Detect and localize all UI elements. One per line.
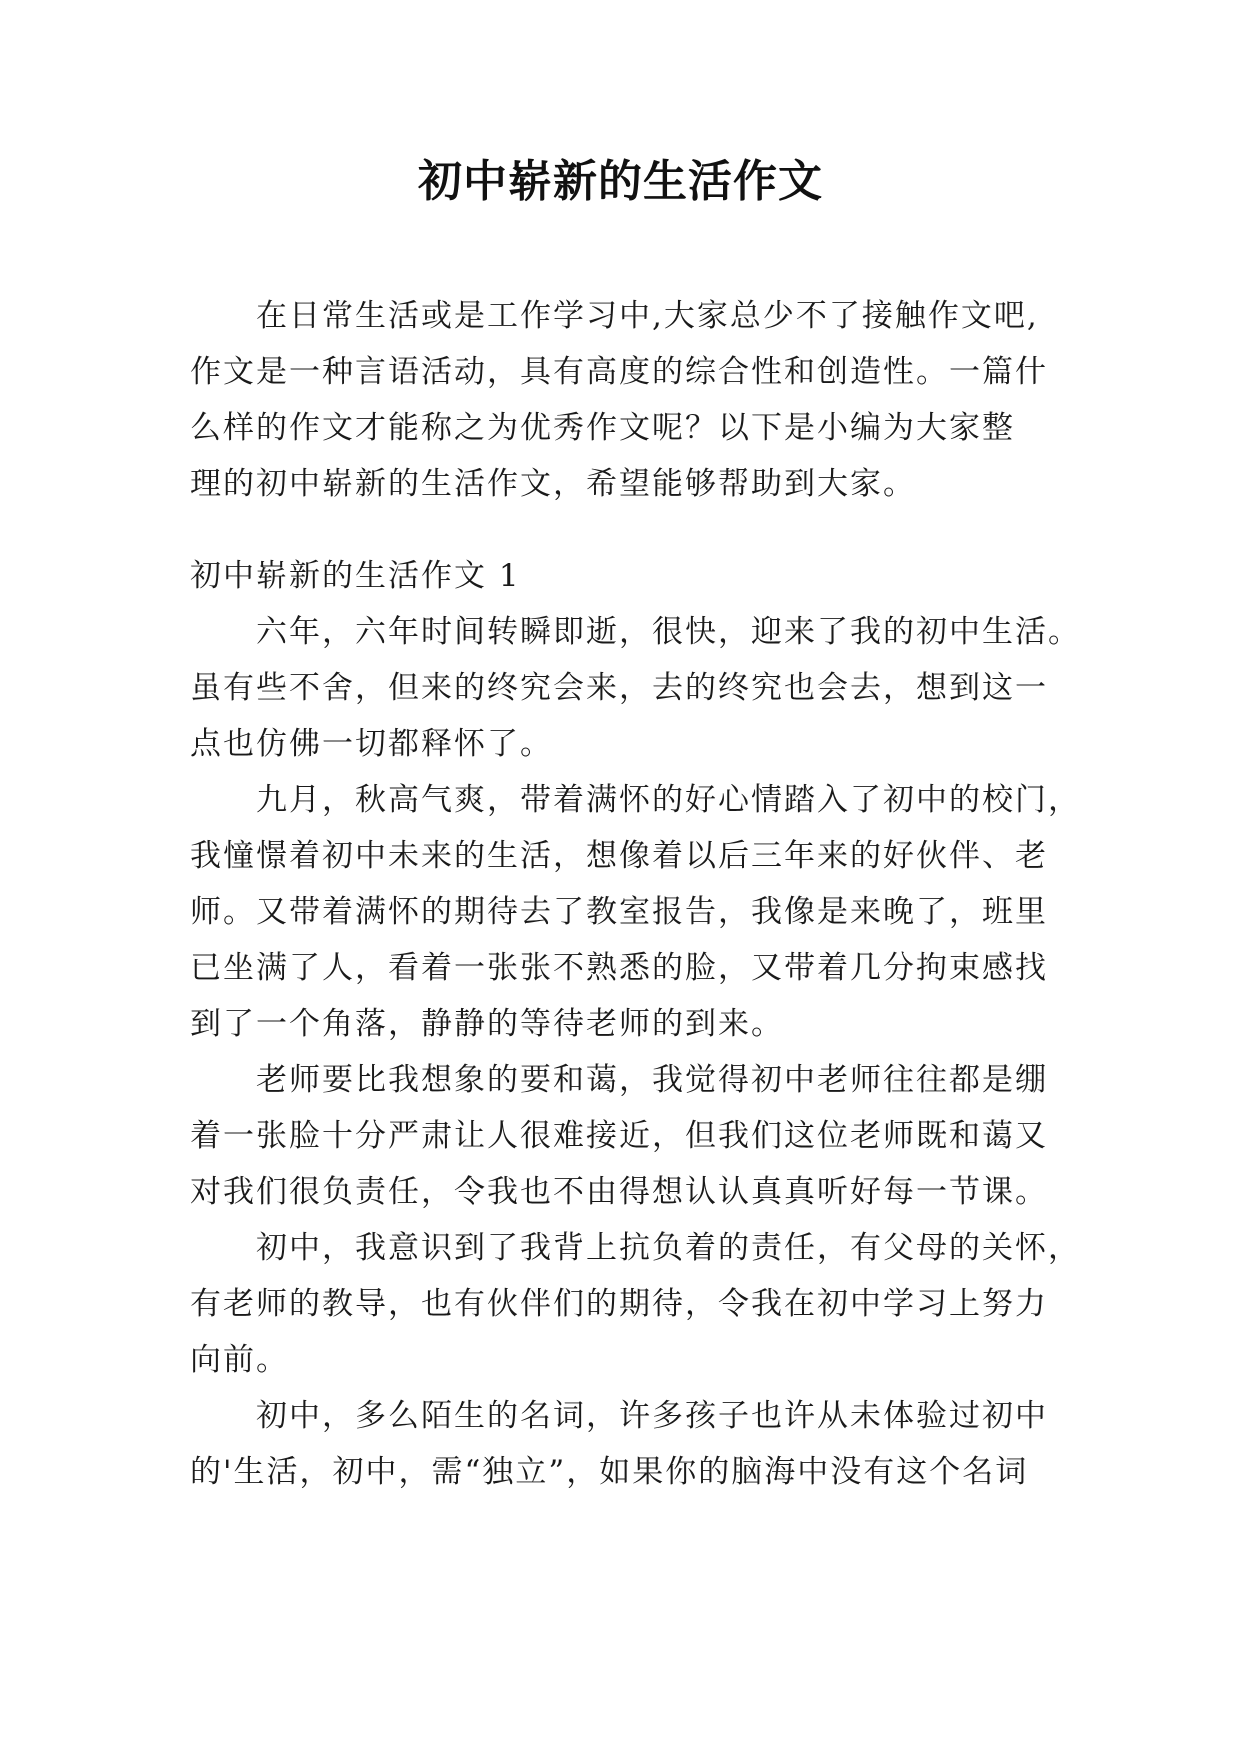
- text-line: 九月，秋高气爽，带着满怀的好心情踏入了初中的校门，: [256, 782, 1081, 818]
- spacer: [190, 512, 1050, 548]
- text-line: 有老师的教导，也有伙伴们的期待，令我在初中学习上努力: [190, 1286, 1048, 1322]
- text-line: 作文是一种言语活动，具有高度的综合性和创造性。一篇什: [190, 354, 1048, 390]
- text-line: 着一张脸十分严肃让人很难接近，但我们这位老师既和蔼又: [190, 1118, 1048, 1154]
- text-line: 对我们很负责任，令我也不由得想认认真真听好每一节课。: [190, 1174, 1048, 1210]
- text-line: 的'生活，初中，需“独立”，如果你的脑海中没有这个名词: [190, 1454, 1029, 1490]
- text-line: 点也仿佛一切都释怀了。: [190, 726, 553, 762]
- text-line: 六年，六年时间转瞬即逝，很快，迎来了我的初中生活。: [256, 614, 1081, 650]
- intro-paragraph: [190, 288, 1050, 512]
- section-heading: 初中崭新的生活作文 1: [190, 558, 521, 594]
- text-line: 初中，多么陌生的名词，许多孩子也许从未体验过初中: [256, 1398, 1048, 1434]
- text-line: 我憧憬着初中未来的生活，想像着以后三年来的好伙伴、老: [190, 838, 1048, 874]
- text-line: 初中，我意识到了我背上抗负着的责任，有父母的关怀，: [256, 1230, 1081, 1266]
- document-body: [190, 288, 1081, 1500]
- text-line: 么样的作文才能称之为优秀作文呢？以下是小编为大家整: [190, 410, 1015, 446]
- text-line: 师。又带着满怀的期待去了教室报告，我像是来晚了，班里: [190, 894, 1048, 930]
- text-line: 已坐满了人，看着一张张不熟悉的脸，又带着几分拘束感找: [190, 950, 1048, 986]
- text-line: 理的初中崭新的生活作文，希望能够帮助到大家。: [190, 466, 916, 502]
- text-line: 老师要比我想象的要和蔼，我觉得初中老师往往都是绷: [256, 1062, 1048, 1098]
- text-line: 向前。: [190, 1342, 289, 1378]
- text-line: 在日常生活或是工作学习中,大家总少不了接触作文吧,: [256, 298, 1039, 334]
- paragraph: [190, 1220, 1081, 1388]
- paragraph: [190, 1052, 1050, 1220]
- paragraph: [190, 604, 1081, 772]
- text-line: 虽有些不舍，但来的终究会来，去的终究也会去，想到这一: [190, 670, 1048, 706]
- text-line: 到了一个角落，静静的等待老师的到来。: [190, 1006, 784, 1042]
- paragraph: [190, 1388, 1050, 1500]
- document-title: 初中崭新的生活作文: [418, 156, 823, 207]
- paragraph: [190, 772, 1081, 1052]
